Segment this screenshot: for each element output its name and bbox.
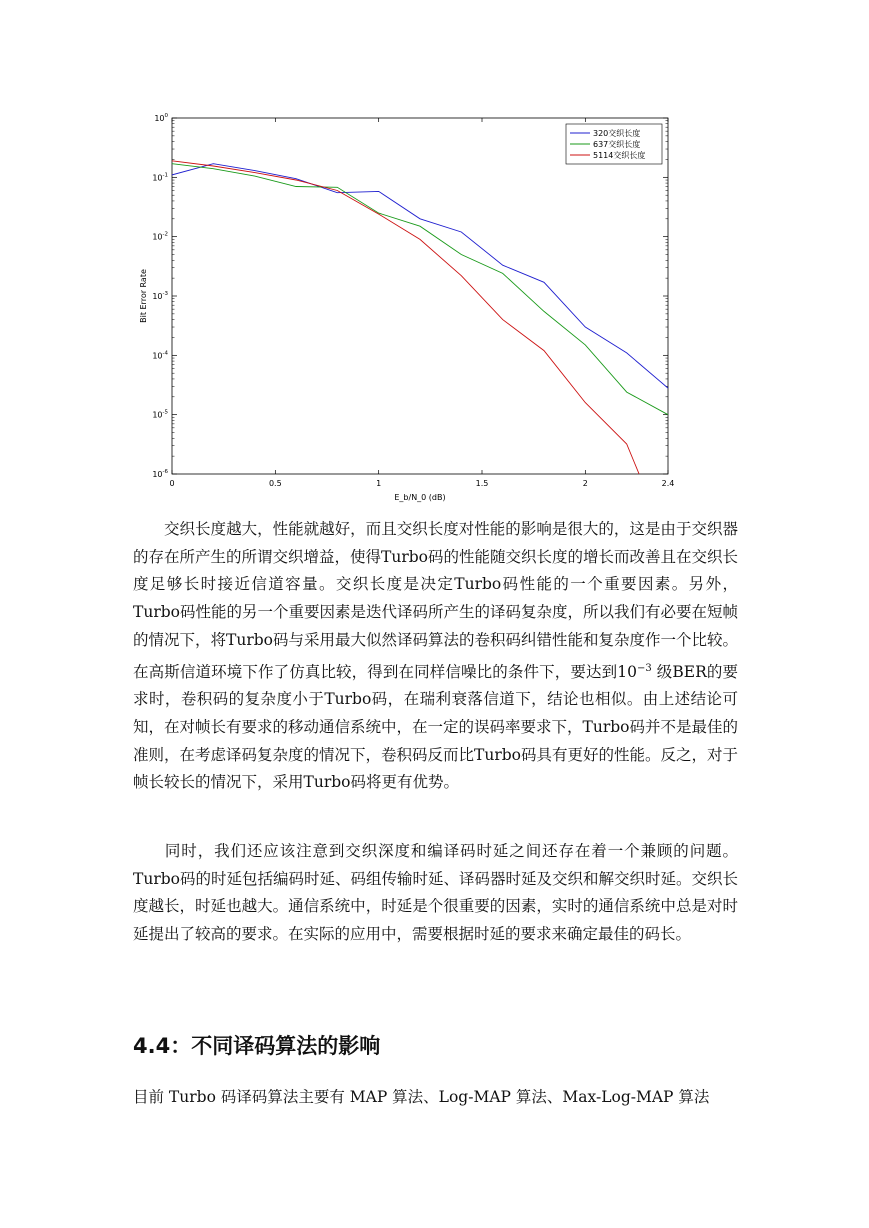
x-axis-label: E_b/N_0 (dB) (394, 493, 446, 502)
legend-label-0: 320交织长度 (593, 129, 641, 138)
y-tick-label-1: $10^{-1}$ (152, 172, 168, 183)
legend-label-2: 5114交织长度 (593, 151, 646, 160)
y-tick-label-4: $10^{-4}$ (152, 350, 168, 361)
ber-chart (130, 110, 690, 510)
x-tick-label-1: 0.5 (268, 479, 282, 488)
x-tick-label-3: 1.5 (475, 479, 489, 488)
y-tick-label-3: $10^{-3}$ (152, 291, 168, 301)
p1-text-a: 交织长度越大，性能就越好，而且交织长度对性能的影响是很大的，这是由于交织器的存在所产生的所谓交织增益，使得Turbo码的性能随交织长度的增长而改善且在交织长度足够长时接近信道容量。交织长度是决定Turbo码性能的一个重要因素。另外，Turbo码性能的另一个重要因素是迭代译码所产生的译码复杂度，所以我们有必要在短帧的情况下，将Turbo码与采用最大似然译码算法的卷积码纠错性能和复杂度作一个比较。在高斯信道环境下作了仿真比较，得到在同样信噪比的条件下，要达到10 (133, 520, 738, 681)
legend-label-1: 637交织长度 (593, 140, 641, 149)
paragraph-delay (133, 838, 738, 949)
paragraph-decoding-algorithms: 目前 Turbo 码译码算法主要有 MAP 算法、Log-MAP 算法、Max-Log-MAP 算法 (133, 1088, 710, 1106)
p2-text: 同时，我们还应该注意到交织深度和编译码时延之间还存在着一个兼顾的问题。Turbo码的时延包括编码时延、码组传输时延、译码器时延及交织和解交织时延。交织长度越长，时延也越大。通信系统中，时延是个很重要的因素，实时的通信系统中总是对时延提出了较高的要求。在实际的应用中，需要根据时延的要求来确定最佳的码长。 (133, 842, 738, 944)
x-tick-label-2: 1 (376, 479, 382, 488)
paragraph-interleave-length (133, 516, 738, 797)
y-tick-label-2: $10^{-2}$ (152, 231, 168, 242)
section-heading: 4.4：不同译码算法的影响 (133, 1034, 381, 1058)
ber-chart-svg (130, 110, 690, 510)
p1-exponent: −3 (636, 662, 652, 674)
y-tick-label-0: $10^0$ (154, 113, 168, 123)
x-tick-label-0: 0 (169, 479, 175, 488)
y-tick-label-6: $10^{-6}$ (152, 469, 168, 479)
y-tick-label-5: $10^{-5}$ (152, 409, 168, 420)
p1-text-b: 级BER的要求时，卷积码的复杂度小于Turbo码，在瑞利衰落信道下，结论也相似。由上述结论可知，在对帧长有要求的移动通信系统中，在一定的误码率要求下，Turbo码并不是最佳的准则，在考虑译码复杂度的情况下，卷积码反而比Turbo码具有更好的性能。反之，对于帧长较长的情况下，采用Turbo码将更有优势。 (133, 662, 738, 792)
y-axis-label: Bit Error Rate (139, 269, 148, 323)
x-tick-label-5: 2.4 (661, 479, 675, 488)
x-tick-label-4: 2 (582, 479, 588, 488)
